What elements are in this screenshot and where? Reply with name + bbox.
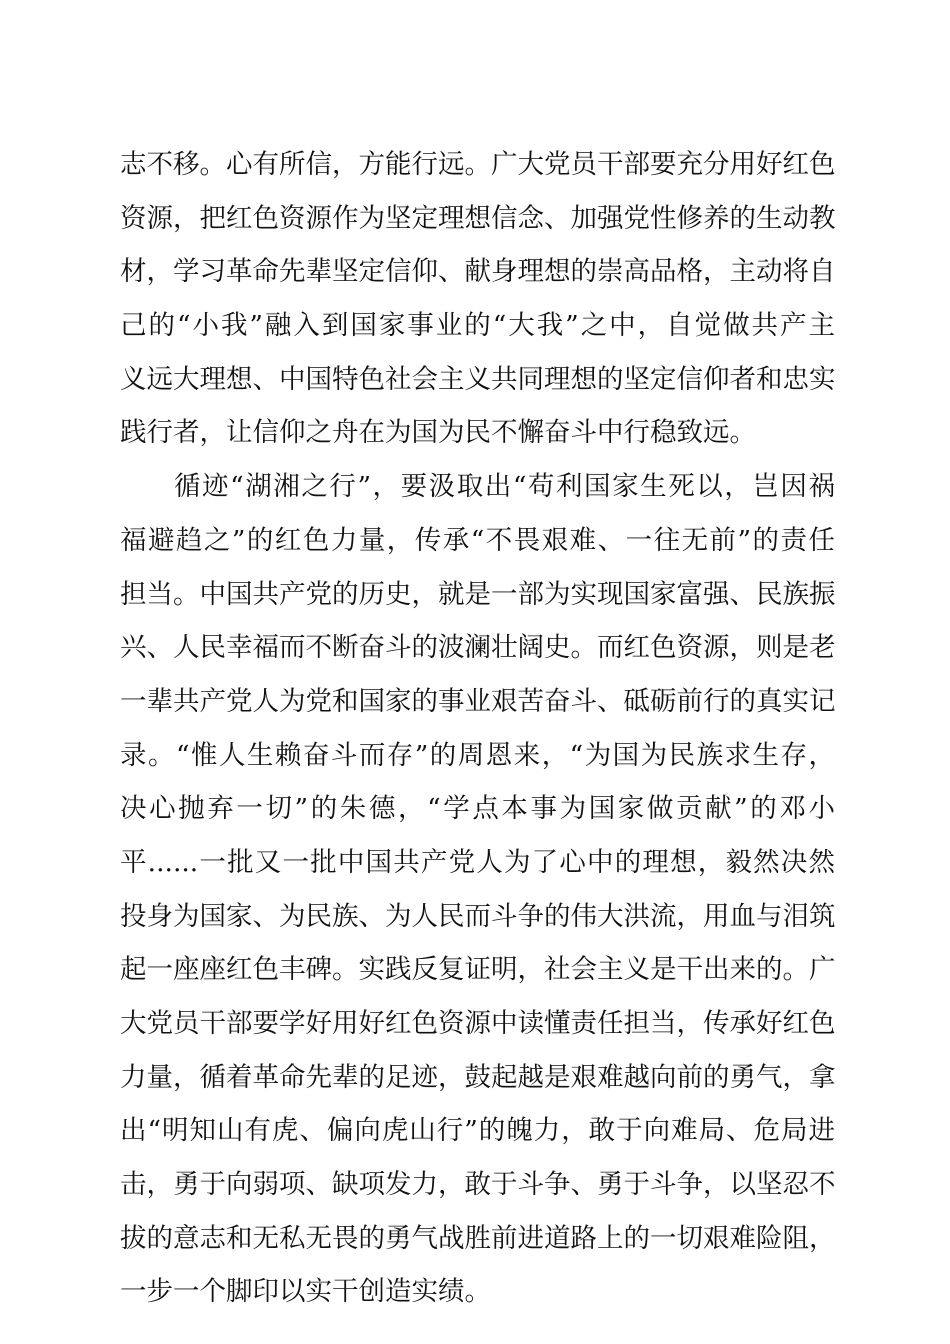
paragraph-line: 己的“小我”融入到国家事业的“大我”之中，自觉做共产主: [120, 310, 835, 342]
paragraph-line: 循迹“湖湘之行”，要汲取出“苟利国家生死以，岂因祸: [174, 471, 835, 503]
paragraph-line: 起一座座红色丰碑。实践反复证明，社会主义是干出来的。广: [120, 954, 836, 986]
paragraph-line: 击，勇于向弱项、缺项发力，敢于斗争、勇于斗争，以坚忍不: [120, 1169, 836, 1201]
paragraph-line: 践行者，让信仰之舟在为国为民不懈奋斗中行稳致远。: [120, 417, 756, 449]
paragraph-line: 兴、人民幸福而不断奋斗的波澜壮阔史。而红色资源，则是老: [120, 632, 836, 664]
paragraph-line: 义远大理想、中国特色社会主义共同理想的坚定信仰者和忠实: [120, 363, 836, 395]
paragraph-line: 一辈共产党人为党和国家的事业艰苦奋斗、砥砺前行的真实记: [120, 685, 836, 717]
paragraph-line: 志不移。心有所信，方能行远。广大党员干部要充分用好红色: [120, 149, 836, 180]
paragraph-line: 投身为国家、为民族、为人民而斗争的伟大洪流，用血与泪筑: [120, 900, 836, 932]
paragraph-line: 出“明知山有虎、偏向虎山行”的魄力，敢于向难局、危局进: [120, 1115, 835, 1147]
paragraph-line: 录。“惟人生赖奋斗而存”的周恩来，“为国为民族求生存，: [120, 739, 835, 771]
paragraph-line: 担当。中国共产党的历史，就是一部为实现国家富强、民族振: [120, 578, 836, 610]
paragraph-1: [120, 138, 835, 460]
paragraph-line: 材，学习革命先辈坚定信仰、献身理想的崇高品格，主动将自: [120, 256, 836, 288]
paragraph-line: 力量，循着革命先辈的足迹，鼓起越是艰难越向前的勇气，拿: [120, 1061, 836, 1093]
paragraph-line: 一步一个脚印以实干创造实绩。: [120, 1276, 491, 1308]
paragraph-line: 决心抛弃一切”的朱德，“学点本事为国家做贡献”的邓小: [120, 793, 835, 825]
paragraph-line: 大党员干部要学好用好红色资源中读懂责任担当，传承好红色: [120, 1008, 836, 1039]
paragraph-line: 平......一批又一批中国共产党人为了心中的理想，毅然决然: [120, 846, 835, 878]
paragraph-line: 拔的意志和无私无畏的勇气战胜前进道路上的一切艰难险阻，: [120, 1222, 836, 1254]
paragraph-line: 资源，把红色资源作为坚定理想信念、加强党性修养的生动教: [120, 202, 836, 234]
paragraph-line: 福避趋之”的红色力量，传承“不畏艰难、一往无前”的责任: [120, 524, 835, 556]
body-text: [120, 138, 835, 1319]
paragraph-2: [120, 460, 835, 1319]
